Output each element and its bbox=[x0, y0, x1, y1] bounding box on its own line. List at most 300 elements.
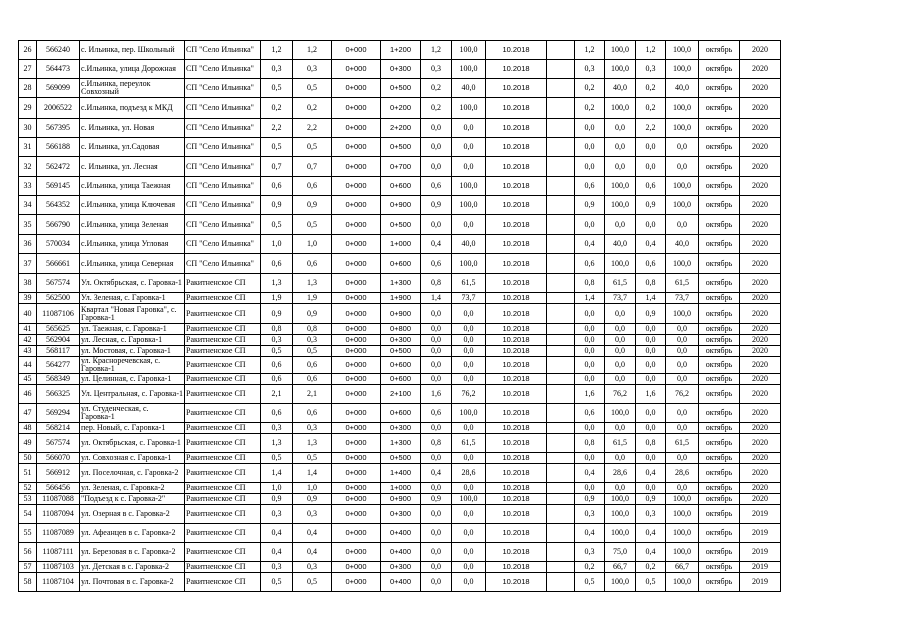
table-cell: 1,9 bbox=[261, 293, 293, 304]
table-cell: 0,6 bbox=[421, 254, 452, 274]
table-cell: 0,4 bbox=[575, 464, 605, 483]
table-cell: 10.2018 bbox=[486, 60, 547, 79]
table-cell: 567395 bbox=[37, 119, 80, 138]
table-cell: 0,2 bbox=[575, 562, 605, 573]
table-cell: 28,6 bbox=[452, 464, 486, 483]
table-cell: 0,6 bbox=[575, 404, 605, 423]
table-row bbox=[19, 274, 781, 293]
table-cell: 0+000 bbox=[332, 434, 381, 453]
table-cell: 0,5 bbox=[261, 453, 293, 464]
table-cell: Ракитненское СП bbox=[185, 346, 261, 357]
table-row bbox=[19, 138, 781, 157]
table-cell: Ракитненское СП bbox=[185, 505, 261, 524]
table-cell: 100,0 bbox=[666, 524, 699, 543]
table-cell: 0,9 bbox=[293, 494, 332, 505]
table-cell: 0,0 bbox=[666, 453, 699, 464]
table-cell: 0,0 bbox=[666, 404, 699, 423]
table-cell: 0,2 bbox=[261, 98, 293, 119]
table-cell: октябрь bbox=[699, 453, 740, 464]
table-cell: 56 bbox=[19, 543, 37, 562]
table-cell: 40,0 bbox=[666, 235, 699, 254]
table-cell: 0+500 bbox=[381, 453, 421, 464]
table-cell: 10.2018 bbox=[486, 505, 547, 524]
table-cell: 0,0 bbox=[452, 157, 486, 177]
table-cell: 0+000 bbox=[332, 235, 381, 254]
table-cell: 0+000 bbox=[332, 464, 381, 483]
table-cell: Ракитненское СП bbox=[185, 434, 261, 453]
table-cell: 0+000 bbox=[332, 119, 381, 138]
table-cell: 1+400 bbox=[381, 464, 421, 483]
table-cell: 0,6 bbox=[261, 374, 293, 385]
table-cell: 40,0 bbox=[452, 79, 486, 98]
table-cell: 0,0 bbox=[666, 374, 699, 385]
table-cell: 40,0 bbox=[452, 235, 486, 254]
table-cell: 0+000 bbox=[332, 41, 381, 60]
table-cell: 73,7 bbox=[666, 293, 699, 304]
table-cell: 0,0 bbox=[421, 505, 452, 524]
table-cell: 45 bbox=[19, 374, 37, 385]
table-cell: с. Ильинка, ул. Лесная bbox=[80, 157, 185, 177]
table-cell: 0,5 bbox=[261, 346, 293, 357]
table-cell: 566070 bbox=[37, 453, 80, 464]
table-cell: 1,0 bbox=[261, 235, 293, 254]
table-cell: 0,6 bbox=[293, 177, 332, 196]
table-cell: 565625 bbox=[37, 324, 80, 335]
table-cell: 1,4 bbox=[575, 293, 605, 304]
table-cell: 28,6 bbox=[666, 464, 699, 483]
table-cell: 2020 bbox=[740, 304, 781, 324]
table-cell: 566325 bbox=[37, 385, 80, 404]
table-cell: 0,0 bbox=[421, 335, 452, 346]
table-cell bbox=[547, 434, 575, 453]
table-cell: 2,2 bbox=[636, 119, 666, 138]
table-cell: 100,0 bbox=[605, 404, 636, 423]
table-cell: 10.2018 bbox=[486, 464, 547, 483]
table-cell: 0,5 bbox=[575, 573, 605, 592]
table-row bbox=[19, 505, 781, 524]
table-cell: 66,7 bbox=[666, 562, 699, 573]
table-cell: 2020 bbox=[740, 119, 781, 138]
table-cell: 0+500 bbox=[381, 215, 421, 235]
table-cell: 0,0 bbox=[666, 346, 699, 357]
table-cell: 100,0 bbox=[605, 505, 636, 524]
table-cell: 0+700 bbox=[381, 157, 421, 177]
table-cell: 47 bbox=[19, 404, 37, 423]
table-cell: СП "Село Ильинка" bbox=[185, 41, 261, 60]
table-row bbox=[19, 79, 781, 98]
table-row bbox=[19, 404, 781, 423]
table-cell: 0,0 bbox=[421, 453, 452, 464]
table-cell: 0,9 bbox=[421, 196, 452, 215]
table-cell: 0,0 bbox=[636, 215, 666, 235]
table-cell: СП "Село Ильинка" bbox=[185, 215, 261, 235]
table-cell: 2020 bbox=[740, 464, 781, 483]
table-cell: 0,8 bbox=[575, 434, 605, 453]
table-cell: СП "Село Ильинка" bbox=[185, 119, 261, 138]
table-cell: 0,9 bbox=[261, 494, 293, 505]
table-cell: 52 bbox=[19, 483, 37, 494]
table-cell: октябрь bbox=[699, 505, 740, 524]
table-cell: 562500 bbox=[37, 293, 80, 304]
table-cell: 0,0 bbox=[452, 374, 486, 385]
table-cell: 564352 bbox=[37, 196, 80, 215]
table-cell: 0,0 bbox=[452, 453, 486, 464]
table-cell: 100,0 bbox=[605, 524, 636, 543]
table-row bbox=[19, 177, 781, 196]
table-cell: ул. Березовая в с. Гаровка-2 bbox=[80, 543, 185, 562]
table-cell bbox=[547, 60, 575, 79]
table-cell: 0+400 bbox=[381, 524, 421, 543]
table-cell: 0,0 bbox=[575, 157, 605, 177]
table-cell: ул. Детская в с. Гаровка-2 bbox=[80, 562, 185, 573]
table-row bbox=[19, 562, 781, 573]
table-cell: 0+000 bbox=[332, 374, 381, 385]
table-cell: 44 bbox=[19, 357, 37, 374]
table-cell: пер. Новый, с. Гаровка-1 bbox=[80, 423, 185, 434]
table-cell: 0,3 bbox=[293, 562, 332, 573]
table-cell: 0,0 bbox=[452, 215, 486, 235]
table-cell: ул. Зеленая, с. Гаровка-2 bbox=[80, 483, 185, 494]
table-cell bbox=[547, 274, 575, 293]
table-cell: 562472 bbox=[37, 157, 80, 177]
table-cell: 0,0 bbox=[575, 357, 605, 374]
table-cell: с.Ильинка, улица Ключевая bbox=[80, 196, 185, 215]
table-cell: 0,9 bbox=[636, 304, 666, 324]
table-cell: 1+000 bbox=[381, 235, 421, 254]
table-cell: 566456 bbox=[37, 483, 80, 494]
table-cell: 10.2018 bbox=[486, 562, 547, 573]
table-cell: 0+000 bbox=[332, 335, 381, 346]
table-cell: 1,4 bbox=[261, 464, 293, 483]
table-cell: 0,4 bbox=[636, 543, 666, 562]
table-cell: 54 bbox=[19, 505, 37, 524]
table-cell: ул. Лесная, с. Гаровка-1 bbox=[80, 335, 185, 346]
table-cell: 34 bbox=[19, 196, 37, 215]
table-cell: с.Ильинка, улица Дорожная bbox=[80, 60, 185, 79]
table-cell: 0+000 bbox=[332, 573, 381, 592]
table-cell: 2+200 bbox=[381, 119, 421, 138]
table-cell: 0,5 bbox=[261, 573, 293, 592]
table-cell: 2020 bbox=[740, 423, 781, 434]
table-cell: 0,8 bbox=[421, 434, 452, 453]
table-cell: 0,6 bbox=[293, 254, 332, 274]
table-cell: 0,0 bbox=[575, 119, 605, 138]
table-cell: 0,3 bbox=[261, 562, 293, 573]
table-cell: 2020 bbox=[740, 196, 781, 215]
table-cell bbox=[547, 562, 575, 573]
table-cell: 2,1 bbox=[293, 385, 332, 404]
table-cell: 0,9 bbox=[261, 196, 293, 215]
table-cell: 2020 bbox=[740, 324, 781, 335]
table-cell: 0,0 bbox=[452, 483, 486, 494]
table-cell: 0,3 bbox=[261, 335, 293, 346]
table-cell: с. Ильинка, ул.Садовая bbox=[80, 138, 185, 157]
table-cell: 0,3 bbox=[261, 423, 293, 434]
table-cell: 0,9 bbox=[575, 196, 605, 215]
table-cell: 0,0 bbox=[605, 453, 636, 464]
table-cell: 10.2018 bbox=[486, 573, 547, 592]
table-cell: 568349 bbox=[37, 374, 80, 385]
table-cell: 0,9 bbox=[421, 494, 452, 505]
table-cell: октябрь bbox=[699, 346, 740, 357]
table-cell: 0,0 bbox=[666, 357, 699, 374]
table-cell: 0,0 bbox=[575, 423, 605, 434]
table-cell: 0,0 bbox=[421, 324, 452, 335]
table-cell: 2020 bbox=[740, 215, 781, 235]
table-cell: 0,6 bbox=[293, 357, 332, 374]
table-cell: 75,0 bbox=[605, 543, 636, 562]
table-cell: 0,0 bbox=[636, 404, 666, 423]
table-row bbox=[19, 335, 781, 346]
table-row bbox=[19, 41, 781, 60]
table-cell: Ракитненское СП bbox=[185, 524, 261, 543]
table-cell bbox=[547, 453, 575, 464]
table-cell: 0,2 bbox=[293, 98, 332, 119]
table-cell bbox=[547, 335, 575, 346]
table-cell: 100,0 bbox=[452, 60, 486, 79]
table-cell: "Подъезд к с. Гаровка-2" bbox=[80, 494, 185, 505]
table-cell: 10.2018 bbox=[486, 357, 547, 374]
table-cell: 0,0 bbox=[605, 483, 636, 494]
table-cell: 0,4 bbox=[575, 235, 605, 254]
table-cell bbox=[547, 357, 575, 374]
table-cell: 0+000 bbox=[332, 423, 381, 434]
table-cell: 0,0 bbox=[666, 335, 699, 346]
table-cell: 0,3 bbox=[293, 423, 332, 434]
table-cell: СП "Село Ильинка" bbox=[185, 196, 261, 215]
table-cell: 50 bbox=[19, 453, 37, 464]
table-cell: октябрь bbox=[699, 374, 740, 385]
table-cell: 0,5 bbox=[293, 215, 332, 235]
table-cell: 0+900 bbox=[381, 304, 421, 324]
table-cell: 0+000 bbox=[332, 60, 381, 79]
table-cell: с. Ильинка, пер. Школьный bbox=[80, 41, 185, 60]
table-cell: 100,0 bbox=[666, 494, 699, 505]
table-cell: октябрь bbox=[699, 79, 740, 98]
table-cell bbox=[547, 543, 575, 562]
table-cell: 0+000 bbox=[332, 385, 381, 404]
table-cell: 0,0 bbox=[575, 138, 605, 157]
table-cell: ул. Почтовая в с. Гаровка-2 bbox=[80, 573, 185, 592]
table-cell: 0,0 bbox=[421, 543, 452, 562]
table-cell: 100,0 bbox=[452, 177, 486, 196]
table-cell: Ракитненское СП bbox=[185, 374, 261, 385]
table-cell: 0,4 bbox=[636, 524, 666, 543]
table-cell: 0,0 bbox=[452, 423, 486, 434]
table-cell: 32 bbox=[19, 157, 37, 177]
table-cell: 2020 bbox=[740, 385, 781, 404]
table-cell: 1,4 bbox=[636, 293, 666, 304]
table-cell: 0+000 bbox=[332, 483, 381, 494]
table-cell: 100,0 bbox=[666, 196, 699, 215]
table-cell: 0,9 bbox=[261, 304, 293, 324]
table-cell: 2019 bbox=[740, 543, 781, 562]
table-cell: 0,0 bbox=[605, 324, 636, 335]
table-cell: с.Ильинка, улица Угловая bbox=[80, 235, 185, 254]
table-cell: 1,3 bbox=[261, 274, 293, 293]
table-cell: 0,0 bbox=[605, 138, 636, 157]
table-cell: 61,5 bbox=[452, 274, 486, 293]
table-cell: 36 bbox=[19, 235, 37, 254]
table-cell: 100,0 bbox=[452, 196, 486, 215]
table-cell: октябрь bbox=[699, 324, 740, 335]
table-cell: Ракитненское СП bbox=[185, 543, 261, 562]
table-cell: 100,0 bbox=[605, 98, 636, 119]
table-cell: 1+200 bbox=[381, 41, 421, 60]
table-cell: 0+500 bbox=[381, 138, 421, 157]
table-cell: 66,7 bbox=[605, 562, 636, 573]
table-cell: 0,0 bbox=[452, 138, 486, 157]
table-cell bbox=[547, 505, 575, 524]
table-cell: 0+600 bbox=[381, 374, 421, 385]
table-cell: 28,6 bbox=[605, 464, 636, 483]
table-cell: октябрь bbox=[699, 423, 740, 434]
table-cell bbox=[547, 346, 575, 357]
table-cell: 0+000 bbox=[332, 562, 381, 573]
table-cell: 0,0 bbox=[421, 357, 452, 374]
table-cell: 0,0 bbox=[421, 483, 452, 494]
table-cell: 1,0 bbox=[261, 483, 293, 494]
table-cell: 76,2 bbox=[666, 385, 699, 404]
table-cell: 0,0 bbox=[636, 157, 666, 177]
table-cell: 10.2018 bbox=[486, 324, 547, 335]
table-cell: октябрь bbox=[699, 177, 740, 196]
table-cell: 0,6 bbox=[421, 404, 452, 423]
table-row bbox=[19, 293, 781, 304]
table-cell: 0,6 bbox=[575, 254, 605, 274]
table-cell: 2,2 bbox=[261, 119, 293, 138]
table-cell: 40 bbox=[19, 304, 37, 324]
table-cell: 568117 bbox=[37, 346, 80, 357]
table-cell: 0+300 bbox=[381, 562, 421, 573]
table-cell: 1+000 bbox=[381, 483, 421, 494]
table-cell: 566188 bbox=[37, 138, 80, 157]
table-row bbox=[19, 119, 781, 138]
table-cell: 73,7 bbox=[452, 293, 486, 304]
table-cell: октябрь bbox=[699, 434, 740, 453]
table-cell: 11087106 bbox=[37, 304, 80, 324]
table-cell: 10.2018 bbox=[486, 434, 547, 453]
table-cell bbox=[547, 41, 575, 60]
table-cell: 2020 bbox=[740, 235, 781, 254]
table-cell: 570034 bbox=[37, 235, 80, 254]
table-cell: 37 bbox=[19, 254, 37, 274]
table-cell: 100,0 bbox=[605, 494, 636, 505]
table-cell: Ул. Центральная, с. Гаровка-1 bbox=[80, 385, 185, 404]
table-cell: 100,0 bbox=[666, 254, 699, 274]
table-cell bbox=[547, 98, 575, 119]
table-cell: октябрь bbox=[699, 157, 740, 177]
table-cell: 0+500 bbox=[381, 79, 421, 98]
table-cell: 100,0 bbox=[605, 573, 636, 592]
table-cell: 0,8 bbox=[421, 274, 452, 293]
table-cell: 100,0 bbox=[666, 573, 699, 592]
table-cell: 0+300 bbox=[381, 335, 421, 346]
table-cell: 0,8 bbox=[575, 274, 605, 293]
table-cell: 0+600 bbox=[381, 404, 421, 423]
table-cell: октябрь bbox=[699, 304, 740, 324]
table-cell: октябрь bbox=[699, 464, 740, 483]
table-cell: 0,0 bbox=[452, 505, 486, 524]
table-cell: 1,4 bbox=[293, 464, 332, 483]
table-cell: Ракитненское СП bbox=[185, 423, 261, 434]
table-cell: 55 bbox=[19, 524, 37, 543]
table-cell bbox=[547, 483, 575, 494]
table-cell: 0,0 bbox=[452, 573, 486, 592]
table-cell: 0,3 bbox=[261, 60, 293, 79]
table-cell: 0+600 bbox=[381, 177, 421, 196]
table-cell: 2020 bbox=[740, 404, 781, 423]
table-cell: 0,0 bbox=[605, 157, 636, 177]
table-cell: октябрь bbox=[699, 274, 740, 293]
table-cell: 46 bbox=[19, 385, 37, 404]
table-cell: 566240 bbox=[37, 41, 80, 60]
table-cell: 10.2018 bbox=[486, 423, 547, 434]
table-cell bbox=[547, 215, 575, 235]
table-cell: октябрь bbox=[699, 215, 740, 235]
table-cell: 0,2 bbox=[575, 98, 605, 119]
table-cell: 0,0 bbox=[575, 215, 605, 235]
table-cell: ул. Поселочная, с. Гаровка-2 bbox=[80, 464, 185, 483]
table-cell bbox=[547, 524, 575, 543]
table-cell: 40,0 bbox=[605, 79, 636, 98]
table-cell: 0,5 bbox=[261, 215, 293, 235]
table-cell: Квартал "Новая Гаровка", с. Гаровка-1 bbox=[80, 304, 185, 324]
table-cell: Ракитненское СП bbox=[185, 357, 261, 374]
table-cell: 61,5 bbox=[605, 434, 636, 453]
table-cell: 0,0 bbox=[605, 374, 636, 385]
table-cell: 100,0 bbox=[666, 119, 699, 138]
table-cell: 566912 bbox=[37, 464, 80, 483]
table-cell: 2020 bbox=[740, 483, 781, 494]
table-cell: 0,0 bbox=[666, 215, 699, 235]
table-cell: 100,0 bbox=[605, 196, 636, 215]
table-cell: 38 bbox=[19, 274, 37, 293]
table-cell: 100,0 bbox=[666, 543, 699, 562]
table-cell: 564277 bbox=[37, 357, 80, 374]
table-cell: 10.2018 bbox=[486, 483, 547, 494]
table-cell: с.Ильинка, улица Таежная bbox=[80, 177, 185, 196]
table-cell: 0,4 bbox=[636, 464, 666, 483]
table-cell: 0,7 bbox=[261, 157, 293, 177]
table-cell: 2020 bbox=[740, 157, 781, 177]
table-cell: 100,0 bbox=[605, 60, 636, 79]
table-cell: 0,0 bbox=[605, 335, 636, 346]
table-cell: Ракитненское СП bbox=[185, 293, 261, 304]
table-cell: октябрь bbox=[699, 385, 740, 404]
table-cell: 0+000 bbox=[332, 157, 381, 177]
table-cell: 0,3 bbox=[261, 505, 293, 524]
table-cell: 569145 bbox=[37, 177, 80, 196]
table-cell bbox=[547, 324, 575, 335]
table-cell: 11087111 bbox=[37, 543, 80, 562]
table-cell: 40,0 bbox=[605, 235, 636, 254]
table-cell: 0,4 bbox=[293, 543, 332, 562]
table-row bbox=[19, 235, 781, 254]
table-cell: 0,8 bbox=[636, 274, 666, 293]
table-cell: 0,9 bbox=[575, 494, 605, 505]
table-row bbox=[19, 60, 781, 79]
table-row bbox=[19, 346, 781, 357]
table-cell: 0,2 bbox=[421, 79, 452, 98]
table-cell: 0,0 bbox=[605, 215, 636, 235]
table-cell: 49 bbox=[19, 434, 37, 453]
table-cell: 0,6 bbox=[261, 254, 293, 274]
table-cell: 0,5 bbox=[636, 573, 666, 592]
table-cell: СП "Село Ильинка" bbox=[185, 138, 261, 157]
table-cell: Ракитненское СП bbox=[185, 494, 261, 505]
table-cell: 0+900 bbox=[381, 494, 421, 505]
